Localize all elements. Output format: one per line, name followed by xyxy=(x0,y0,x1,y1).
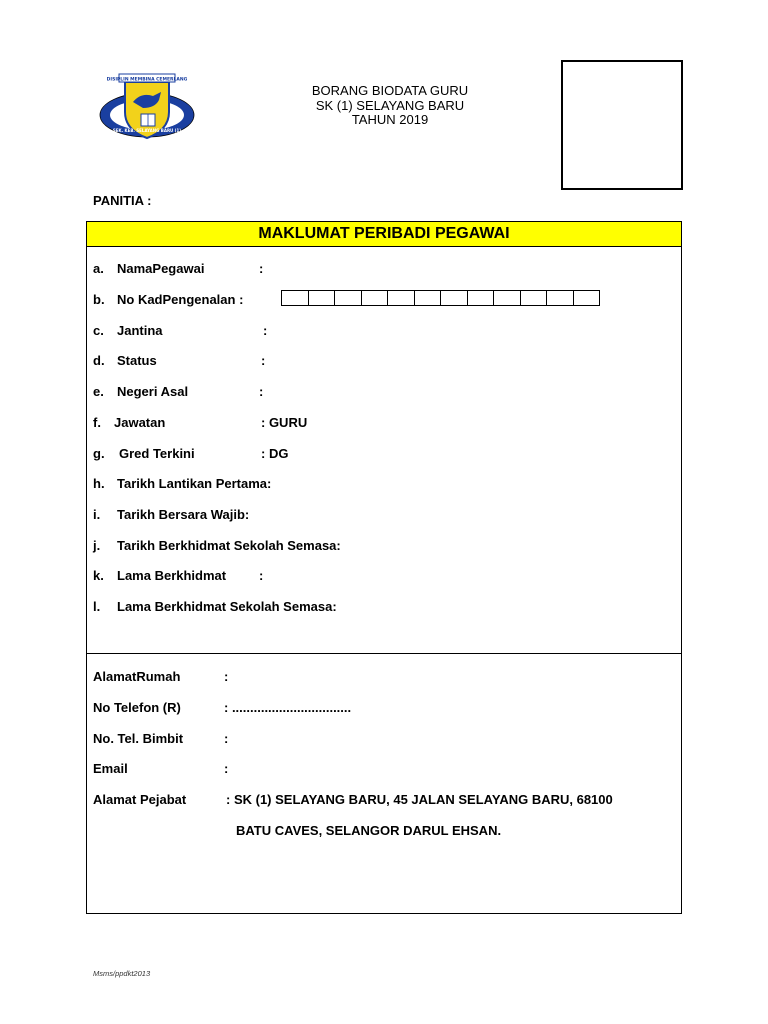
item-label: Lama Berkhidmat Sekolah Semasa: xyxy=(117,599,337,614)
contact-info-section xyxy=(86,653,682,914)
contact-label: Email xyxy=(93,761,128,776)
photo-box xyxy=(561,60,683,190)
item-label: Tarikh Bersara Wajib: xyxy=(117,507,250,522)
item-letter: l. xyxy=(93,599,101,614)
ic-digit-box[interactable] xyxy=(441,290,468,306)
item-letter: e. xyxy=(93,384,104,399)
field-alamat-rumah xyxy=(93,669,229,684)
item-colon: : xyxy=(259,261,264,276)
contact-value: : SK (1) SELAYANG BARU, 45 JALAN SELAYANG BARU, 68100 xyxy=(226,792,613,807)
contact-label: AlamatRumah xyxy=(93,669,181,684)
item-label: Jawatan xyxy=(114,415,166,430)
contact-label: No. Tel. Bimbit xyxy=(93,731,184,746)
item-colon: : xyxy=(259,384,264,399)
section-title: MAKLUMAT PERIBADI PEGAWAI xyxy=(87,222,681,247)
contact-value: : xyxy=(224,761,229,776)
item-value: : GURU xyxy=(261,415,308,430)
item-label: NamaPegawai xyxy=(117,261,205,276)
office-address-line2: BATU CAVES, SELANGOR DARUL EHSAN. xyxy=(236,823,502,838)
ic-digit-box[interactable] xyxy=(494,290,521,306)
contact-value: : xyxy=(224,731,229,746)
panitia-label: PANITIA : xyxy=(93,193,152,208)
school-name: SK (1) SELAYANG BARU xyxy=(315,97,465,113)
field-email xyxy=(93,761,229,776)
contact-value: : ................................. xyxy=(224,700,352,715)
item-label: Lama Berkhidmat xyxy=(117,568,227,583)
item-label: Jantina xyxy=(117,323,163,338)
field-alamat-pejabat xyxy=(93,792,613,807)
ic-digit-box[interactable] xyxy=(335,290,362,306)
ic-number-boxes[interactable] xyxy=(281,290,600,306)
item-label: Status xyxy=(117,353,157,368)
item-label: Gred Terkini xyxy=(119,446,195,461)
item-colon: : xyxy=(259,568,264,583)
item-colon: : xyxy=(263,323,268,338)
item-letter: c. xyxy=(93,323,104,338)
item-value: : DG xyxy=(261,446,289,461)
item-letter: f. xyxy=(93,415,101,430)
form-year: TAHUN 2019 xyxy=(351,112,429,127)
item-label: Tarikh Berkhidmat Sekolah Semasa: xyxy=(117,538,341,553)
item-letter: d. xyxy=(93,353,105,368)
item-letter: h. xyxy=(93,476,105,491)
contact-label: Alamat Pejabat xyxy=(93,792,187,807)
field-no-tel-bimbit xyxy=(93,731,229,746)
ic-digit-box[interactable] xyxy=(521,290,548,306)
ic-digit-box[interactable] xyxy=(574,290,601,306)
item-letter: j. xyxy=(93,538,101,553)
form-header xyxy=(250,84,530,128)
item-colon: : xyxy=(261,353,266,368)
ic-digit-box[interactable] xyxy=(415,290,442,306)
ic-digit-box[interactable] xyxy=(362,290,389,306)
item-letter: i. xyxy=(93,507,101,522)
item-label: No KadPengenalan : xyxy=(117,292,244,307)
ic-digit-box[interactable] xyxy=(282,290,309,306)
ic-digit-box[interactable] xyxy=(468,290,495,306)
school-logo xyxy=(97,70,197,146)
item-letter: g. xyxy=(93,446,105,461)
item-label: Tarikh Lantikan Pertama: xyxy=(117,476,272,491)
footer-code: Msms/ppdkt2013 xyxy=(93,969,151,978)
form-title: BORANG BIODATA GURU xyxy=(311,83,469,98)
personal-info-section xyxy=(86,221,682,654)
logo-ring-text: SEK. KEB. SELAYANG BARU (1) xyxy=(112,128,182,133)
item-letter: a. xyxy=(93,261,104,276)
ic-digit-box[interactable] xyxy=(309,290,336,306)
logo-motto: DISIPLIN MEMBINA CEMERLANG xyxy=(106,77,188,83)
field-no-telefon xyxy=(93,700,352,715)
item-letter: b. xyxy=(93,292,105,307)
item-letter: k. xyxy=(93,568,104,583)
contact-value: : xyxy=(224,669,229,684)
ic-digit-box[interactable] xyxy=(388,290,415,306)
contact-label: No Telefon (R) xyxy=(93,700,181,715)
ic-digit-box[interactable] xyxy=(547,290,574,306)
item-label: Negeri Asal xyxy=(117,384,189,399)
